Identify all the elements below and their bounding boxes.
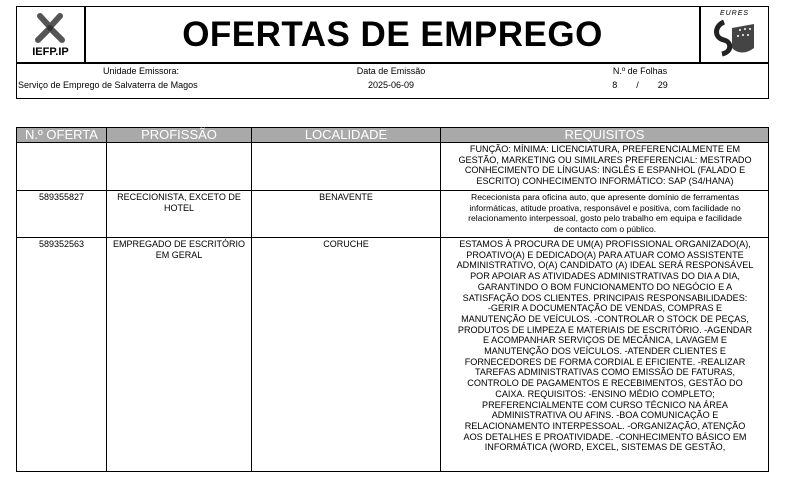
folhas-label: N.º de Folhas xyxy=(612,66,668,76)
data-label: Data de Emissão xyxy=(356,66,426,76)
header-requisitos: REQUISITOS xyxy=(564,127,645,142)
table-row-profissao: EMPREGADO DE ESCRITÓRIO EM GERAL xyxy=(112,239,246,260)
iefp-logo-icon xyxy=(30,10,70,46)
data-value: 2025-06-09 xyxy=(367,80,415,90)
logo-text: IEFP.IP xyxy=(32,46,69,58)
eures-label: EURES xyxy=(719,10,750,17)
folhas-separator: / xyxy=(636,80,639,90)
folhas-total: 29 xyxy=(657,80,668,90)
column-divider xyxy=(440,143,441,471)
table-row-localidade: BENAVENTE xyxy=(319,192,373,202)
page-title: OFERTAS DE EMPREGO xyxy=(182,14,603,54)
table-row-requisitos: Rececionista para oficina auto, que apresente domínio de ferramentas informáticas, atitude proativa, responsável e positiva, com facilidade no relacionamento interpessoal, gosto pelo trabalho em equipa e facilidade de contacto com o público. xyxy=(468,192,742,234)
data-cell xyxy=(316,63,466,99)
unidade-label: Unidade Emissora: xyxy=(102,66,180,76)
unidade-cell xyxy=(16,63,266,99)
row-divider xyxy=(17,190,768,191)
table-body xyxy=(16,143,769,472)
folhas-value xyxy=(580,80,700,90)
table-row-localidade: CORUCHE xyxy=(323,239,369,249)
folhas-cell xyxy=(580,63,700,99)
header-localidade: LOCALIDADE xyxy=(252,128,441,142)
table-row-requisitos: FUNÇÃO: MÍNIMA: LICENCIATURA, PREFERENCIALMENTE EM GESTÃO, MARKETING OU SIMILARES PREFERENCIAL: MESTRADO CONHECIMENTO DE LÍNGUAS: INGLÊS E ESPANHOL (FALADO E ESCRITO) CONHECIMENTO INFORMÁTICO: SAP (S4/HANA) xyxy=(458,144,752,187)
table-header xyxy=(16,127,769,143)
table-row-oferta: 589352563 xyxy=(38,239,85,249)
header-oferta: N.º OFERTA xyxy=(17,128,107,142)
table-row-profissao: RECECIONISTA, EXCETO DE HOTEL xyxy=(117,192,241,213)
unidade-value: Serviço de Emprego de Salvaterra de Magos xyxy=(18,80,198,90)
table-row-requisitos: ESTAMOS À PROCURA DE UM(A) PROFISSIONAL ORGANIZADO(A), PROATIVO(A) E DEDICADO(A) PARA ATUAR COMO ASSISTENTE ADMINISTRATIVO, O(A) CANDIDATO (A) IDEAL SERÁ RESPONSÁVEL POR APOIAR AS ATIVIDADES ADMINISTRATIVAS DO DIA A DIA, GARANTINDO O BOM FUNCIONAMENTO DO NEGÓCIO E A SATISFAÇÃO DOS CLIENTES. PRINCIPAIS RESPONSABILIDADES: -GERIR A DOCUMENTAÇÃO DE VENDAS, COMPRAS E MANUTENÇÃO DE VEÍCULOS. -CONTROLAR O STOCK DE PEÇAS, PRODUTOS DE LIMPEZA E MATERIAIS DE ESCRITÓRIO. -AGENDAR E ACOMPANHAR SERVIÇOS DE MECÂNICA, LAVAGEM E MANUTENÇÃO DOS VEÍCULOS. -ATENDER CLIENTES E FORNECEDORES DE FORMA CORDIAL E EFICIENTE. -REALIZAR TAREFAS ADMINISTRATIVAS COMO EMISSÃO DE FATURAS, CONTROLO DE PAGAMENTOS E RECEBIMENTOS, GESTÃO DO CAIXA. REQUISITOS: -ENSINO MÉDIO COMPLETO; PREFERENCIALMENTE COM CURSO TÉCNICO NA ÁREA ADMINISTRATIVA OU AFINS. -BOA COMUNICAÇÃO E RELACIONAMENTO INTERPESSOAL. -ORGANIZAÇÃO, ATENÇÃO AOS DETALHES E PROATIVIDADE. -CONHECIMENTO BÁSICO EM INFORMÁTICA (WORD, EXCEL, SISTEMAS DE GESTÃO, xyxy=(456,239,754,453)
table-row-oferta: 589355827 xyxy=(38,192,85,202)
eures-logo-icon xyxy=(710,18,760,58)
row-divider xyxy=(17,237,768,238)
header-profissao: PROFISSÃO xyxy=(107,128,252,142)
folhas-current: 8 xyxy=(612,80,618,90)
